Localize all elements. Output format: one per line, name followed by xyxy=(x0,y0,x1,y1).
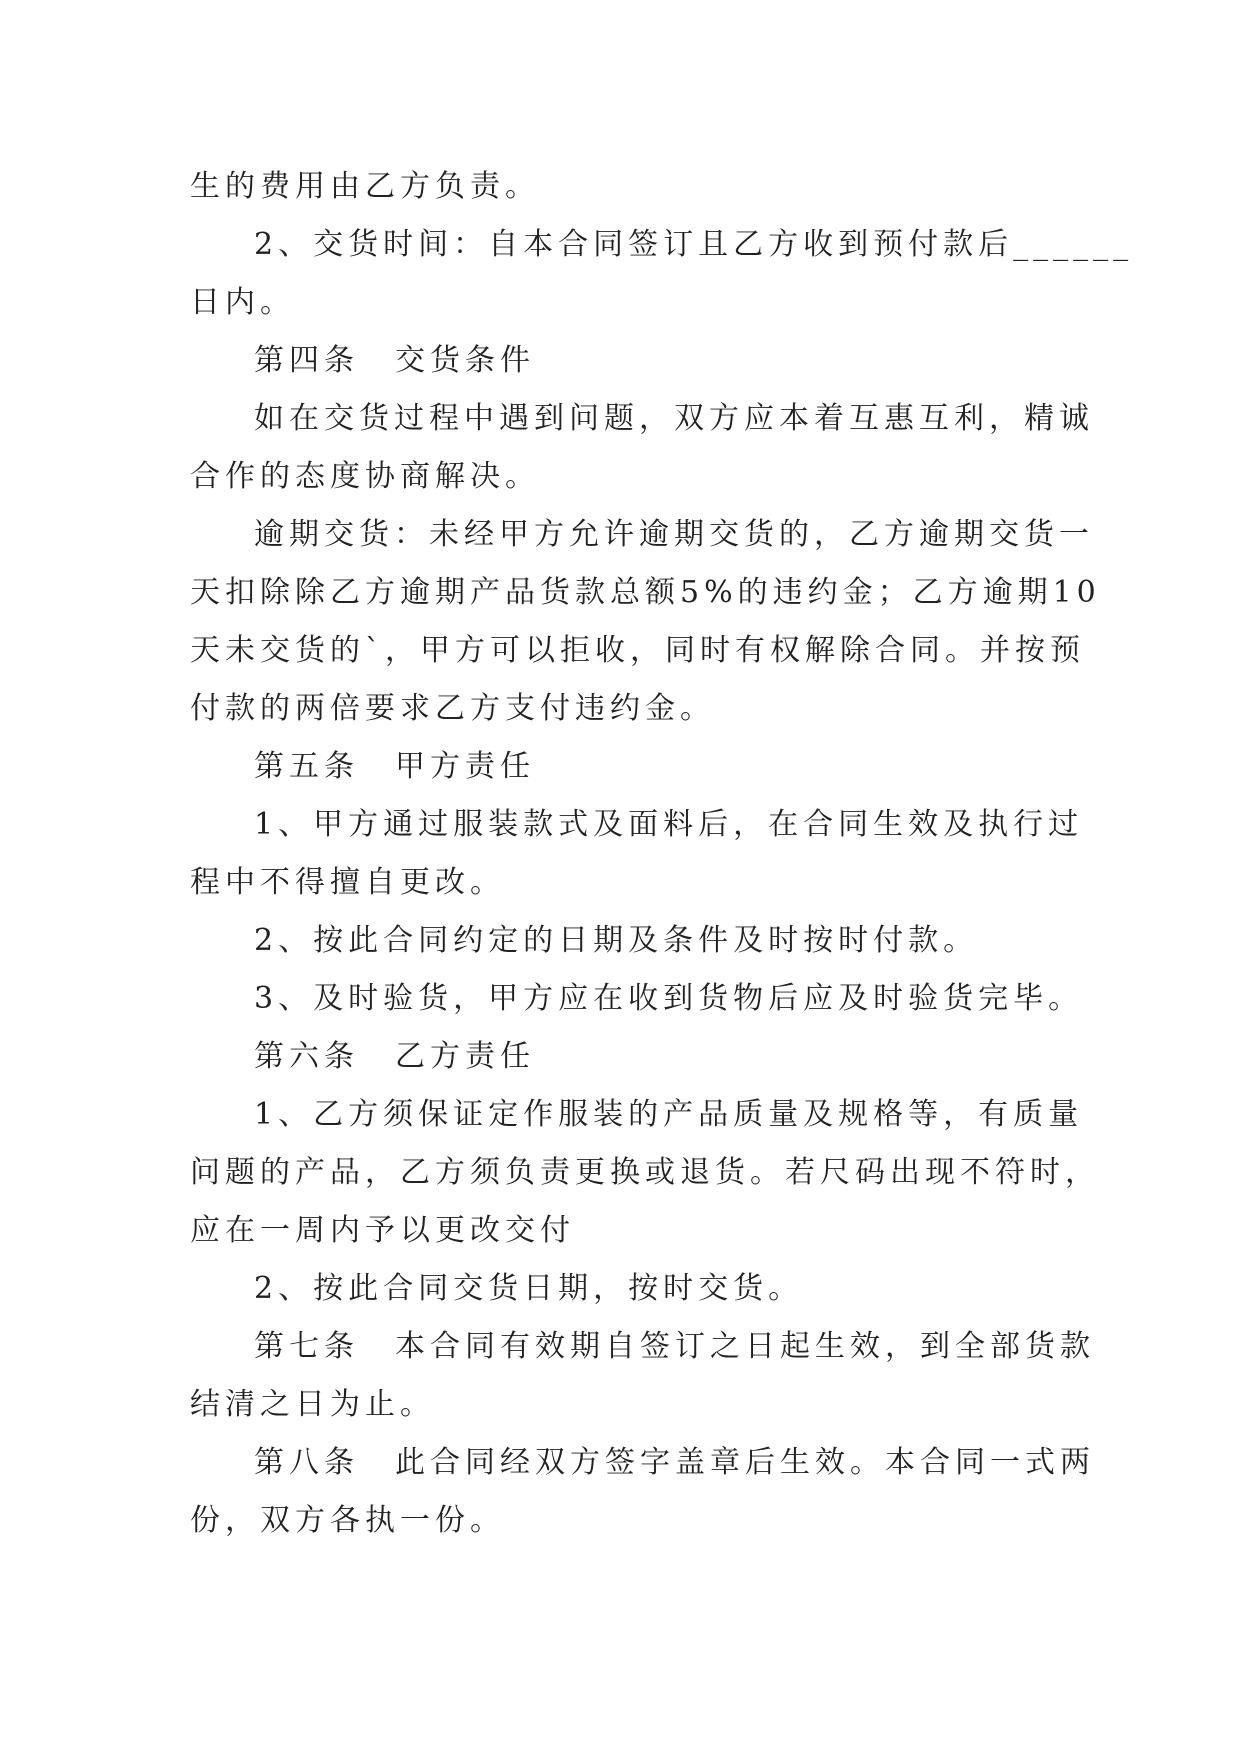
section-heading-7 xyxy=(190,1318,1095,1376)
text-line: 份，双方各执一份。 xyxy=(190,1503,505,1538)
section-heading-8 xyxy=(190,1434,1095,1492)
section-text: 此合同经双方签字盖章后生效。本合同一式两 xyxy=(395,1445,1095,1480)
text-line: 如在交货过程中遇到问题，双方应本着互惠互利，精诚 xyxy=(254,401,1094,436)
section-number: 第五条 xyxy=(254,749,359,784)
section-heading-4 xyxy=(190,332,1055,390)
document-body xyxy=(190,158,1134,1550)
section-number: 第八条 xyxy=(254,1445,359,1480)
text-line: 逾期交货：未经甲方允许逾期交货的，乙方逾期交货一 xyxy=(254,517,1094,552)
section-number: 第四条 xyxy=(254,343,359,378)
text-line: 付款的两倍要求乙方支付违约金。 xyxy=(190,691,715,726)
section-text: 本合同有效期自签订之日起生效，到全部货款 xyxy=(395,1329,1095,1364)
text-line: 天扣除除乙方逾期产品货款总额5%的违约金；乙方逾期10 xyxy=(190,575,1101,610)
text-line: 2、交货时间：自本合同签订且乙方收到预付款后______ xyxy=(254,227,1134,262)
text-line: 1、乙方须保证定作服装的产品质量及规格等，有质量 xyxy=(254,1097,1084,1132)
text-line: 天未交货的`，甲方可以拒收，同时有权解除合同。并按预 xyxy=(190,633,1085,668)
section-title: 乙方责任 xyxy=(395,1039,535,1074)
text-line: 生的费用由乙方负责。 xyxy=(190,169,540,204)
text-line: 结清之日为止。 xyxy=(190,1387,435,1422)
section-heading-5 xyxy=(190,738,1055,796)
text-line: 2、按此合同约定的日期及条件及时按时付款。 xyxy=(254,923,979,958)
text-line: 日内。 xyxy=(190,285,295,320)
text-line: 应在一周内予以更改交付 xyxy=(190,1213,575,1248)
section-title: 甲方责任 xyxy=(395,749,535,784)
text-line: 2、按此合同交货日期，按时交货。 xyxy=(254,1271,804,1306)
section-heading-6 xyxy=(190,1028,1055,1086)
text-line: 3、及时验货，甲方应在收到货物后应及时验货完毕。 xyxy=(254,981,1084,1016)
text-line: 1、甲方通过服装款式及面料后，在合同生效及执行过 xyxy=(254,807,1084,842)
text-line: 合作的态度协商解决。 xyxy=(190,459,540,494)
text-line: 问题的产品，乙方须负责更换或退货。若尺码出现不符时， xyxy=(190,1155,1100,1190)
section-title: 交货条件 xyxy=(395,343,535,378)
text-line: 程中不得擅自更改。 xyxy=(190,865,505,900)
section-number: 第六条 xyxy=(254,1039,359,1074)
section-number: 第七条 xyxy=(254,1329,359,1364)
